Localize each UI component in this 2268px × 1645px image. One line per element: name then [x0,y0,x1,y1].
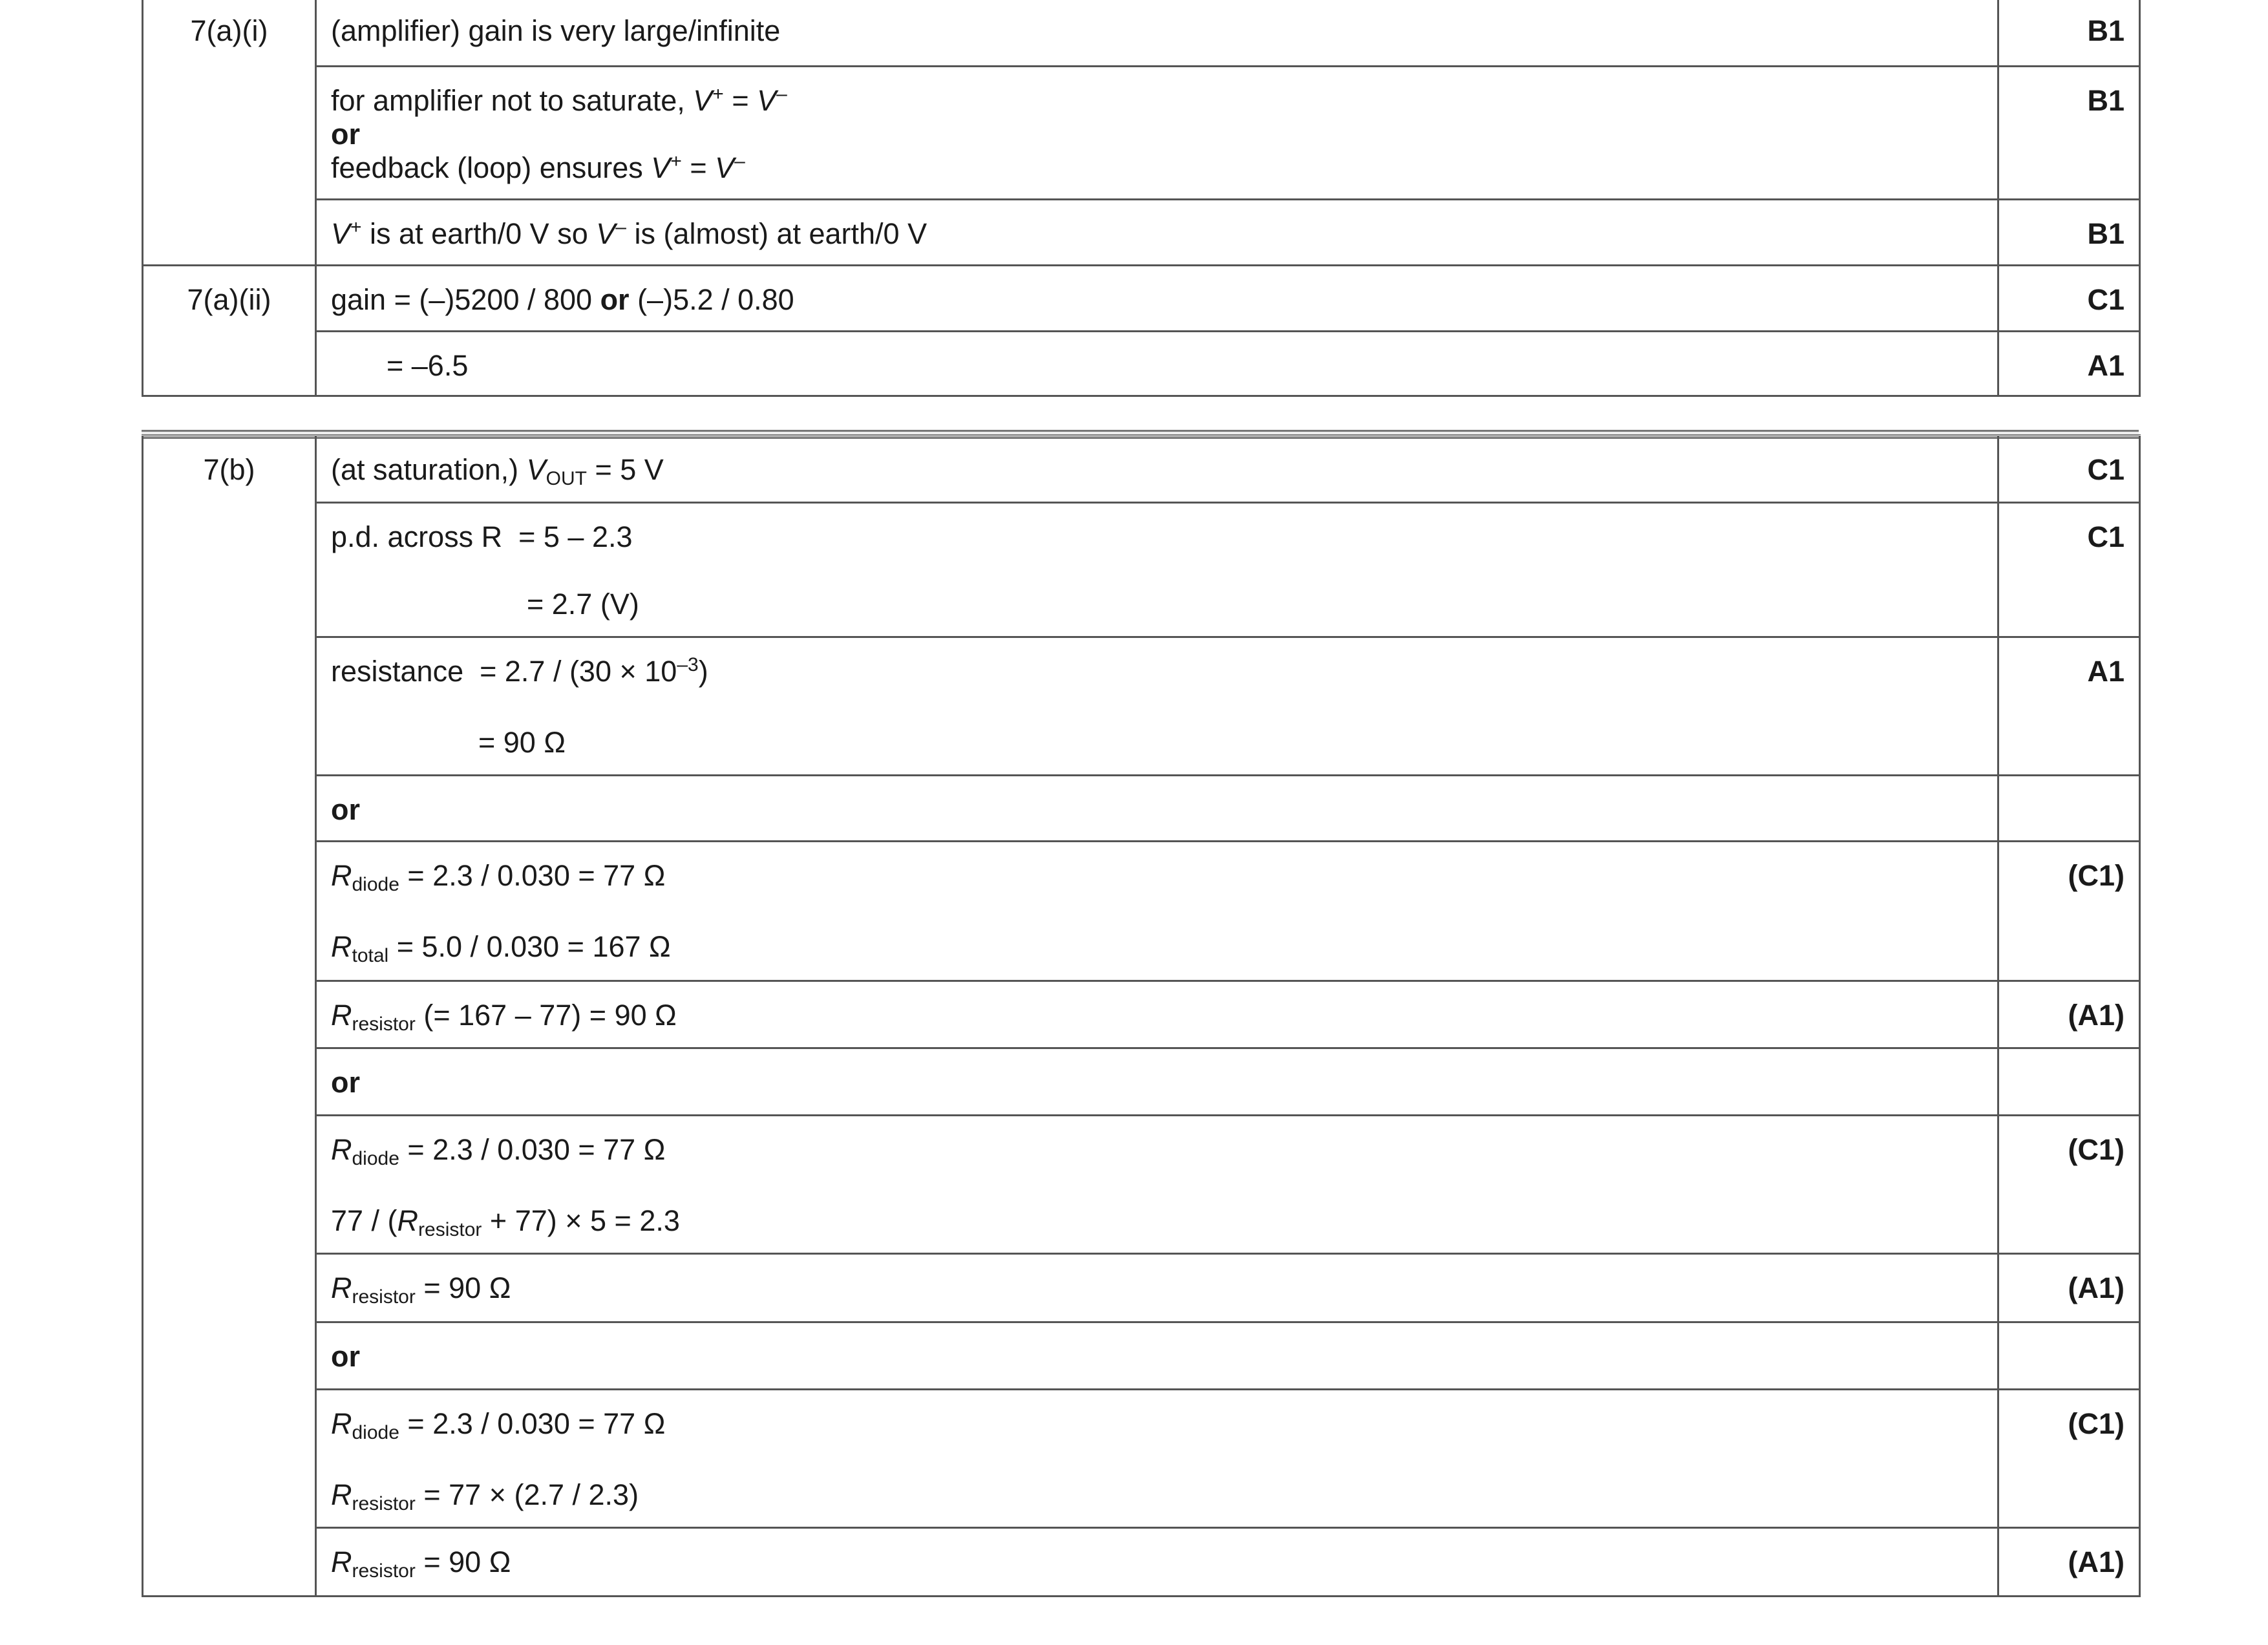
answer-line: p.d. across R = 5 – 2.3 [331,520,633,553]
symbol-r: R [331,999,352,1032]
answer-line [331,930,1997,964]
answer-cell [316,436,1998,503]
answer-text: = 90 Ω [415,1271,511,1304]
symbol-v: V [757,83,777,117]
answer-line [331,1133,1997,1167]
superscript: + [350,216,362,238]
symbol-r: R [331,1133,352,1166]
mark-cell: (C1) [1998,1390,2140,1528]
table-row [143,1048,2140,1116]
table-row [143,637,2140,776]
mark-cell: (C1) [1998,842,2140,981]
answer-text: = 77 × (2.7 / 2.3) [415,1478,639,1511]
table-row [143,1528,2140,1597]
symbol-v: V [715,151,735,184]
question-label: 7(a)(i) [143,0,316,265]
answer-cell [316,842,1998,981]
mark-cell: B1 [1998,66,2140,199]
subscript: resistor [418,1219,482,1240]
or-label: or [316,1048,1998,1116]
mark-cell: B1 [1998,0,2140,66]
symbol-v: V [596,217,616,250]
symbol-r: R [331,1407,352,1440]
mark-cell: A1 [1998,637,2140,776]
mark-cell [1998,1048,2140,1116]
answer-line [331,1478,1997,1512]
answer-line [331,655,1997,688]
answer-cell [316,265,1998,331]
superscript: – [734,150,745,172]
symbol-r: R [331,1478,352,1511]
superscript: + [712,83,724,105]
symbol-v: V [526,453,546,486]
symbol-r: R [331,1271,352,1304]
answer-text: gain = (–)5200 / 800 [331,282,600,316]
answer-cell [316,1390,1998,1528]
table-row [143,1390,2140,1528]
answer-text: + 77) × 5 = 2.3 [482,1204,680,1237]
answer-text: ) [698,655,708,688]
subscript: diode [352,874,399,895]
answer-line: = 90 Ω [478,726,566,759]
or-label: or [316,1322,1998,1390]
table-row [143,1322,2140,1390]
answer-cell [316,1116,1998,1254]
subscript: resistor [352,1286,416,1308]
mark-cell: A1 [1998,331,2140,396]
mark-cell: B1 [1998,199,2140,265]
answer-text: (at saturation,) [331,453,527,486]
answer-cell [316,199,1998,265]
answer-cell [316,637,1998,776]
answer-text: (= 167 – 77) = 90 Ω [415,999,677,1032]
symbol-r: R [331,859,352,892]
answer-text: (–)5.2 / 0.80 [629,282,794,316]
answer-text: = 5 V [586,453,664,486]
mark-cell: C1 [1998,436,2140,503]
answer-line [331,151,1997,185]
table-row [143,1116,2140,1254]
subscript: total [352,945,389,966]
table-row [143,199,2140,265]
answer-text: = 2.3 / 0.030 = 77 Ω [399,1133,666,1166]
subscript: resistor [352,1560,416,1582]
answer-cell [316,1254,1998,1322]
answer-text: 77 / ( [331,1204,397,1237]
question-label: 7(b) [143,436,316,1597]
subscript: resistor [352,1493,416,1514]
table-row [143,776,2140,842]
answer-line [331,84,1997,118]
table-row [143,503,2140,637]
table-row [143,331,2140,396]
answer-text: for amplifier not to saturate, [331,83,694,117]
superscript: –3 [677,654,699,675]
superscript: + [670,150,682,172]
table-row [143,842,2140,981]
answer-cell [316,0,1998,66]
symbol-v: V [651,151,671,184]
symbol-r: R [331,930,352,963]
mark-cell: (C1) [1998,1116,2140,1254]
table-row [143,436,2140,503]
or-label: or [600,282,630,316]
subscript: OUT [546,468,587,489]
answer-text: = –6.5 [387,348,469,382]
mark-cell: (A1) [1998,1254,2140,1322]
question-label: 7(a)(ii) [143,265,316,396]
answer-text: = [681,151,715,184]
symbol-v: V [331,217,351,250]
answer-line [331,1407,1997,1441]
answer-cell [316,1528,1998,1597]
answer-text: = 2.3 / 0.030 = 77 Ω [399,859,666,892]
table-row [143,981,2140,1048]
answer-cell [316,981,1998,1048]
answer-text: = 5.0 / 0.030 = 167 Ω [388,930,671,963]
symbol-v: V [693,83,713,117]
superscript: – [776,83,787,105]
table-row [143,1254,2140,1322]
mark-scheme-table-7b [142,434,2141,1597]
answer-text: (amplifier) gain is very large/infinite [331,14,781,47]
mark-cell [1998,776,2140,842]
answer-line [331,1204,1997,1238]
mark-cell: (A1) [1998,981,2140,1048]
mark-cell: C1 [1998,503,2140,637]
answer-text: is (almost) at earth/0 V [626,217,927,250]
table-row [143,0,2140,66]
answer-cell [316,66,1998,199]
answer-text: feedback (loop) ensures [331,151,652,184]
mark-scheme-table-7a [142,0,2141,397]
answer-cell [316,503,1998,637]
table-row [143,265,2140,331]
table-row [143,66,2140,199]
answer-text: resistance = 2.7 / (30 × 10 [331,655,677,688]
subscript: diode [352,1148,399,1169]
answer-line [331,859,1997,893]
answer-cell [316,331,1998,396]
answer-text: = 2.3 / 0.030 = 77 Ω [399,1407,666,1440]
mark-cell [1998,1322,2140,1390]
symbol-r: R [397,1204,419,1237]
mark-cell: (A1) [1998,1528,2140,1597]
subscript: resistor [352,1014,416,1035]
superscript: – [615,216,626,238]
answer-text: = [723,83,758,117]
answer-text: = 90 Ω [415,1545,511,1578]
answer-text: is at earth/0 V so [361,217,597,250]
or-label: or [316,776,1998,842]
subscript: diode [352,1422,399,1443]
or-label: or [331,117,360,151]
answer-line: = 2.7 (V) [527,588,639,621]
symbol-r: R [331,1545,352,1578]
mark-cell: C1 [1998,265,2140,331]
